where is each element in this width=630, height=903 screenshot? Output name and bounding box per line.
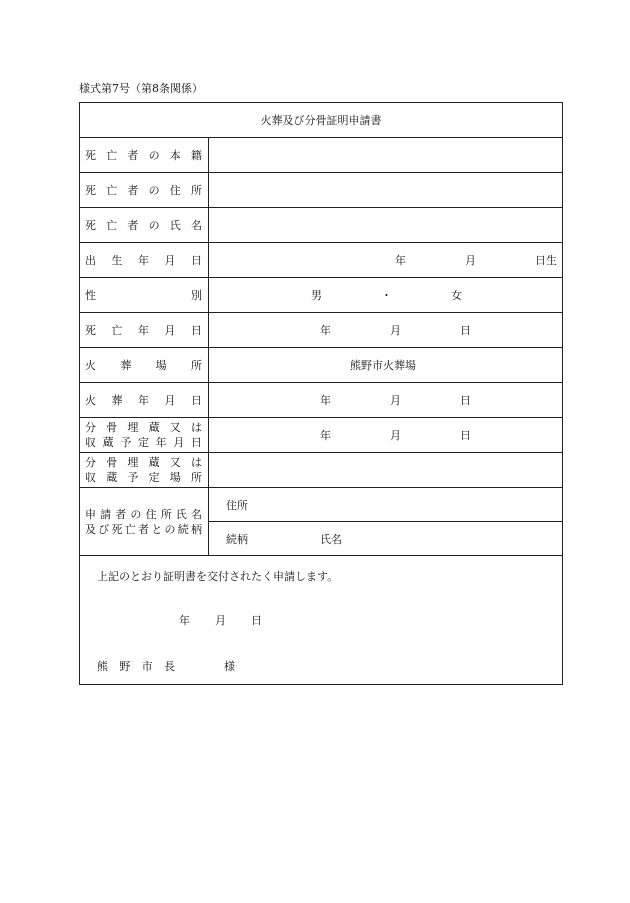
label-name	[80, 208, 209, 242]
row-sex	[80, 278, 562, 313]
application-form	[79, 102, 563, 685]
field-burial-date[interactable]	[209, 418, 562, 452]
field-burial-place[interactable]	[209, 453, 562, 487]
birth-year-unit: 年	[395, 254, 406, 267]
row-address	[80, 173, 562, 208]
label-text: 死 亡 者 の 住 所	[85, 183, 202, 197]
field-birth[interactable]	[209, 243, 562, 277]
form-number: 様式第7号（第8条関係）	[79, 82, 203, 95]
request-section	[80, 556, 562, 684]
label-text: 及 び 死 亡 者 と の 続 柄	[85, 522, 202, 536]
applicant-address-label: 住所	[226, 498, 248, 512]
sex-female-option[interactable]: 女	[451, 289, 462, 302]
label-sex-right: 別	[191, 288, 202, 302]
row-burial-place	[80, 453, 562, 488]
applicant-address-field[interactable]	[209, 488, 562, 521]
label-text: 火 葬 場 所	[85, 358, 202, 372]
label-text: 分 骨 埋 蔵 又 は	[85, 456, 202, 469]
label-cremation-date	[80, 383, 209, 417]
sex-male-option[interactable]: 男	[311, 289, 322, 302]
row-death-date	[80, 313, 562, 348]
field-name[interactable]	[209, 208, 562, 242]
label-text: 分 骨 埋 蔵 又 は	[85, 421, 202, 434]
row-name	[80, 208, 562, 243]
death-month-unit: 月	[390, 324, 401, 337]
field-sex[interactable]	[209, 278, 562, 312]
label-text: 死 亡 年 月 日	[85, 323, 202, 337]
label-sex	[80, 278, 209, 312]
cremation-day-unit: 日	[460, 394, 471, 407]
applicant-relation-name-field[interactable]	[209, 521, 562, 555]
row-burial-date	[80, 418, 562, 453]
request-year-unit: 年	[179, 614, 190, 627]
field-crematorium[interactable]	[209, 348, 562, 382]
label-burial-date	[80, 418, 209, 452]
row-birth	[80, 243, 562, 278]
label-address	[80, 173, 209, 207]
label-text: 申 請 者 の 住 所 氏 名	[85, 507, 202, 521]
birth-month-unit: 月	[465, 254, 476, 267]
request-statement: 上記のとおり証明書を交付されたく申請します。	[97, 570, 339, 583]
label-text: 収 蔵 予 定 場 所	[85, 471, 202, 484]
label-burial-place	[80, 453, 209, 487]
field-address[interactable]	[209, 173, 562, 207]
row-honseki	[80, 138, 562, 173]
sex-separator: ・	[381, 289, 392, 302]
label-honseki	[80, 138, 209, 172]
label-crematorium	[80, 348, 209, 382]
row-crematorium	[80, 348, 562, 383]
label-text: 収 蔵 予 定 年 月 日	[85, 436, 202, 449]
death-day-unit: 日	[460, 324, 471, 337]
request-addressee: 熊 野 市 長	[97, 660, 175, 673]
label-death-date	[80, 313, 209, 347]
burial-year-unit: 年	[320, 429, 331, 442]
birth-day-unit: 日生	[535, 254, 557, 267]
death-year-unit: 年	[320, 324, 331, 337]
applicant-relation-label: 続柄	[226, 532, 248, 546]
field-cremation-date[interactable]	[209, 383, 562, 417]
field-honseki[interactable]	[209, 138, 562, 172]
label-text: 出 生 年 月 日	[85, 253, 202, 267]
form-title: 火葬及び分骨証明申請書	[80, 103, 562, 138]
cremation-month-unit: 月	[390, 394, 401, 407]
label-applicant	[80, 488, 209, 555]
request-honorific: 様	[224, 660, 235, 673]
request-day-unit: 日	[251, 614, 262, 627]
burial-month-unit: 月	[390, 429, 401, 442]
field-applicant	[209, 488, 562, 555]
label-birth	[80, 243, 209, 277]
label-text: 死 亡 者 の 本 籍	[85, 148, 202, 162]
label-sex-left: 性	[85, 288, 96, 302]
cremation-year-unit: 年	[320, 394, 331, 407]
field-death-date[interactable]	[209, 313, 562, 347]
burial-day-unit: 日	[460, 429, 471, 442]
request-month-unit: 月	[215, 614, 226, 627]
applicant-name-label: 氏名	[320, 532, 342, 546]
row-cremation-date	[80, 383, 562, 418]
crematorium-name: 熊野市火葬場	[350, 359, 416, 372]
label-text: 死 亡 者 の 氏 名	[85, 218, 202, 232]
row-applicant	[80, 488, 562, 556]
label-text: 火 葬 年 月 日	[85, 393, 202, 407]
